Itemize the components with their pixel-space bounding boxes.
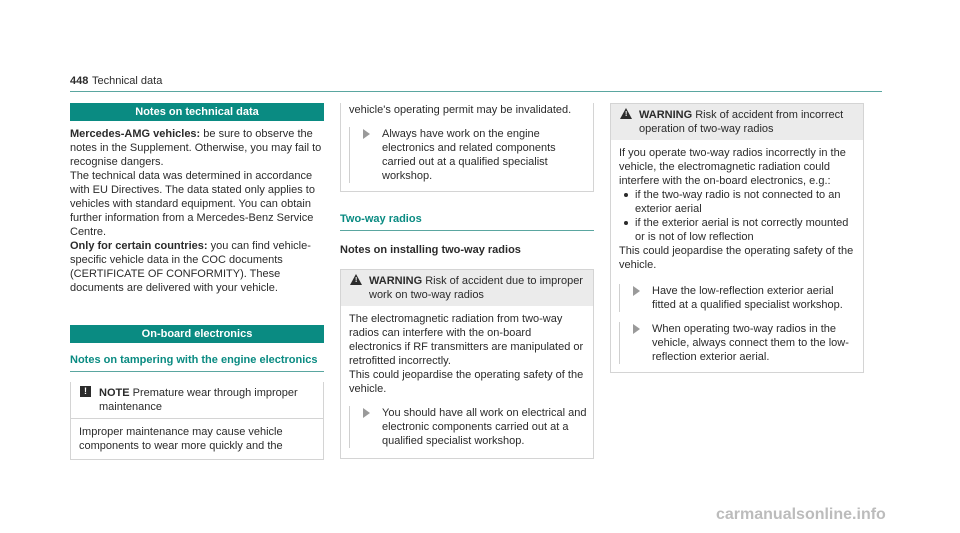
step-fit-aerial-text: Have the low-reflection exterior aerial fitted at a qualified specialist workshop.	[652, 285, 843, 311]
warning-triangle-icon: !	[350, 274, 362, 285]
note-label: NOTE	[99, 387, 130, 399]
note-box	[70, 382, 324, 460]
warning-triangle-icon: !	[620, 108, 632, 119]
step-inset-2	[349, 406, 593, 448]
instruction-step-electrical-work	[350, 406, 593, 448]
step-electrical-text: You should have all work on electrical and electronic components carried out at a qualified specialist workshop.	[382, 407, 587, 447]
paragraph-coc	[70, 239, 324, 295]
step-engine-text: Always have work on the engine electronics and related components carried out at a qualified specialist workshop.	[382, 128, 556, 182]
warning-box-installing	[340, 269, 594, 459]
subheading-tampering: Notes on tampering with the engine electronics	[70, 353, 324, 372]
page-header	[70, 74, 882, 92]
warning-title: Risk of accident from incorrect operation of two-way radios	[639, 109, 844, 135]
list-item: if the exterior aerial is not correctly mounted or is not of low reflection	[619, 216, 855, 244]
warning-box-operating	[610, 103, 864, 373]
note-body: Improper maintenance may cause vehicle components to wear more quickly and the	[79, 426, 283, 452]
section-title-technical-data: Notes on technical data	[70, 103, 324, 121]
note-icon: !	[80, 386, 91, 397]
page-number: 448	[70, 75, 89, 87]
amg-lead: Mercedes-AMG vehicles:	[70, 128, 201, 140]
warning-paragraph-1: If you operate two-way radios incorrectly in the vehicle, the electromagnetic radiation could interfere with the on-board electronics, e.g.:	[619, 147, 846, 187]
step-inset-1	[349, 127, 593, 183]
warning-paragraph-2: This could jeopardise the operating safety of the vehicle.	[349, 369, 584, 395]
step-inset-4	[619, 322, 863, 364]
column-1	[70, 103, 324, 460]
step-inset-3	[619, 284, 863, 312]
instruction-step-fit-aerial	[620, 284, 863, 312]
instruction-step-engine-work	[350, 127, 593, 183]
column-3	[610, 103, 864, 373]
warning-body	[341, 306, 593, 402]
page-section-title: Technical data	[92, 75, 163, 87]
note-continued-text: vehicle's operating permit may be invalidated.	[349, 104, 572, 116]
step-arrow-icon	[633, 324, 640, 334]
bullet-list	[619, 188, 855, 244]
step-arrow-icon	[363, 408, 370, 418]
paragraph-amg	[70, 127, 324, 169]
paragraph-eu-directives: The technical data was determined in accordance with EU Directives. The data stated only applies to vehicles with standard equipment. You can obtain further information from a Mercedes-Benz Service Centre.	[70, 170, 315, 238]
warning-body	[611, 140, 863, 278]
amg-text: be sure to observe the notes in the Supplement. Otherwise, you may fail to recognise dangers.	[70, 128, 322, 168]
warning-label: WARNING	[639, 109, 693, 121]
note-header	[71, 382, 323, 419]
coc-text: you can find vehicle-specific vehicle data in the COC documents (CERTIFICATE OF CONFORMITY). These documents are delivered with your vehicle.	[70, 240, 311, 294]
step-arrow-icon	[363, 129, 370, 139]
bullet-dot	[624, 193, 628, 197]
list-item: if the two-way radio is not connected to an exterior aerial	[619, 188, 855, 216]
note-box-continued	[340, 103, 594, 192]
note-title: Premature wear through improper maintenance	[99, 387, 298, 413]
warning-paragraph-1: The electromagnetic radiation from two-way radios can interfere with the on-board electronics if RF transmitters are manipulated or retrofitted incorrectly.	[349, 313, 584, 367]
warning-header	[611, 104, 863, 140]
instruction-step-connect-aerial	[620, 322, 863, 364]
column-2	[340, 103, 594, 459]
warning-title: Risk of accident due to improper work on two-way radios	[369, 275, 583, 301]
step-connect-aerial-text: When operating two-way radios in the vehicle, always connect them to the low-reflection exterior aerial.	[652, 323, 849, 363]
warning-label: WARNING	[369, 275, 423, 287]
warning-paragraph-2: This could jeopardise the operating safety of the vehicle.	[619, 245, 854, 271]
subheading-installing-radios: Notes on installing two-way radios	[340, 244, 521, 256]
bullet-dot	[624, 221, 628, 225]
warning-header	[341, 270, 593, 306]
section-title-onboard-electronics: On-board electronics	[70, 325, 324, 343]
section-heading-two-way-radios: Two-way radios	[340, 212, 594, 231]
watermark-text: carmanualsonline.info	[716, 506, 886, 523]
coc-lead: Only for certain countries:	[70, 240, 208, 252]
step-arrow-icon	[633, 286, 640, 296]
